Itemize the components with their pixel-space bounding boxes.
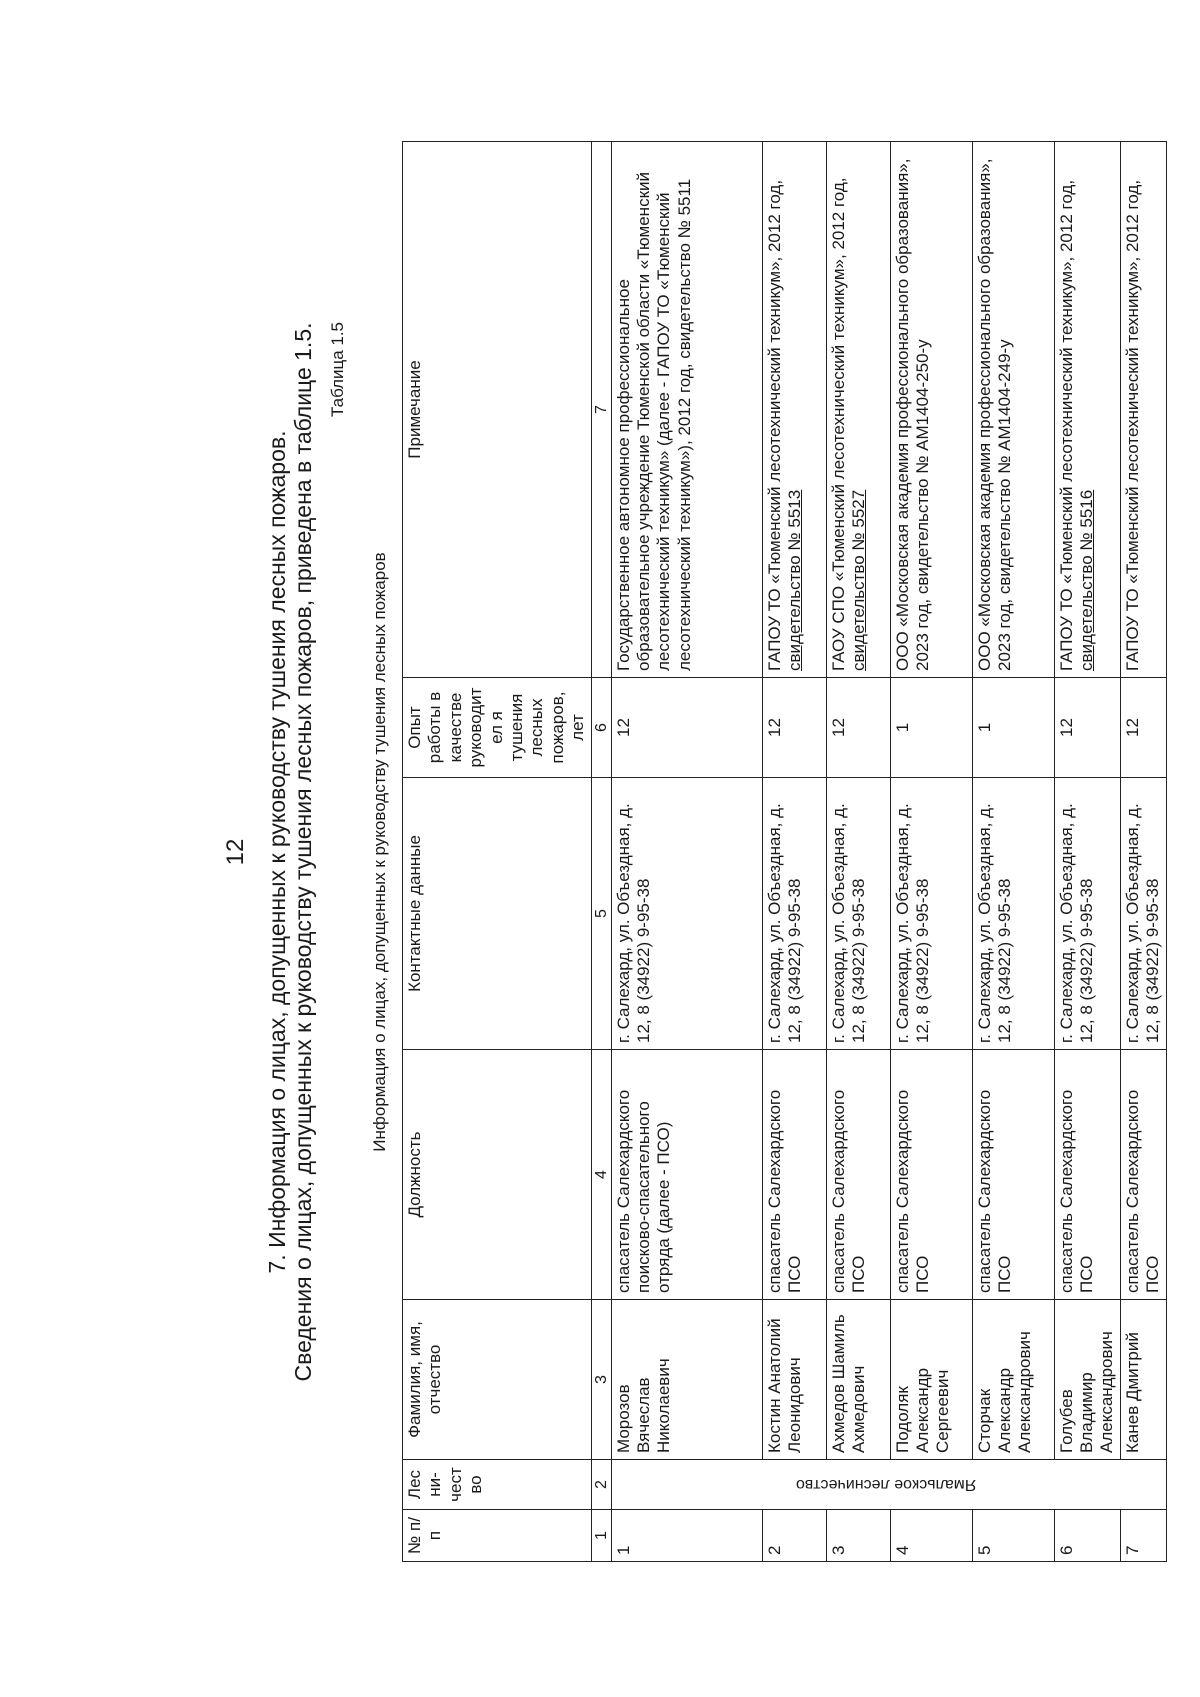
col-header-contacts: Контактные данные <box>403 778 592 1050</box>
row-experience: 12 <box>611 678 762 778</box>
column-number: 1 <box>591 1510 611 1562</box>
records-table <box>402 141 1167 1562</box>
table-row <box>890 142 972 1562</box>
row-experience: 1 <box>890 678 972 778</box>
row-num: 5 <box>972 1510 1054 1562</box>
col-header-num: № п/п <box>403 1510 592 1562</box>
row-position: спасатель Салехардского ПСО <box>1120 1050 1166 1300</box>
row-name: Морозов Вячеслав Николаевич <box>611 1300 762 1460</box>
table-row <box>1054 142 1120 1562</box>
table-label: Таблица 1.5 <box>328 321 347 417</box>
row-note: ООО «Московская академия профессионального образования», 2023 год, свидетельство № АМ1404-249-у <box>972 142 1054 678</box>
row-num: 2 <box>762 1510 826 1562</box>
row-name: Канев Дмитрий <box>1120 1300 1166 1460</box>
header-row <box>403 142 592 1562</box>
forestry-cell <box>611 1460 1166 1510</box>
col-header-forestry: Лесни-чество <box>403 1460 592 1510</box>
column-number: 5 <box>591 778 611 1050</box>
rotated-page <box>180 142 1163 1562</box>
row-name: Костин Анатолий Леонидович <box>762 1300 826 1460</box>
row-contacts: г. Салехард, ул. Объездная, д. 12, 8 (34922) 9-95-38 <box>611 778 762 1050</box>
row-num: 3 <box>826 1510 890 1562</box>
col-header-experience: Опыт работы в качестве руководител я тушения лесных пожаров, лет <box>403 678 592 778</box>
row-num: 7 <box>1120 1510 1166 1562</box>
table-row <box>826 142 890 1562</box>
row-position: спасатель Салехардского ПСО <box>890 1050 972 1300</box>
row-contacts: г. Салехард, ул. Объездная, д. 12, 8 (34922) 9-95-38 <box>762 778 826 1050</box>
row-experience: 12 <box>1054 678 1120 778</box>
row-experience: 1 <box>972 678 1054 778</box>
row-position: спасатель Салехардского ПСО <box>972 1050 1054 1300</box>
row-position: спасатель Салехардского поисково-спасательного отряда (далее - ПСО) <box>611 1050 762 1300</box>
note-text: ГАОУ СПО «Тюменский лесотехнический техникум», 2012 год, <box>828 177 848 671</box>
col-header-position: Должность <box>403 1050 592 1300</box>
row-contacts: г. Салехард, ул. Объездная, д. 12, 8 (34922) 9-95-38 <box>826 778 890 1050</box>
table-row <box>611 142 762 1562</box>
row-contacts: г. Салехард, ул. Объездная, д. 12, 8 (34922) 9-95-38 <box>1120 778 1166 1050</box>
certificate-number: свидетельство № 5527 <box>849 489 869 671</box>
row-name: Ахмедов Шамиль Ахмедович <box>826 1300 890 1460</box>
row-note: Государственное автономное профессиональное образовательное учреждение Тюменской области «Тюменский лесотехнический техникум» (далее - ГАПОУ ТО «Тюменский лесотехнический техникум»), 2012 год, свидетельство № 5511 <box>611 142 762 678</box>
row-note <box>826 142 890 678</box>
row-name: Подоляк Александр Сергеевич <box>890 1300 972 1460</box>
row-note <box>762 142 826 678</box>
row-note: ООО «Московская академия профессионального образования», 2023 год, свидетельство № АМ1404-250-у <box>890 142 972 678</box>
col-header-note: Примечание <box>403 142 592 678</box>
table-row <box>1120 142 1166 1562</box>
section-subheading: Сведения о лицах, допущенных к руководству тушения лесных пожаров, приведена в таблице 1.5. <box>290 322 316 1382</box>
note-text: ГАПОУ ТО «Тюменский лесотехнический техникум», 2012 год, <box>1056 179 1076 671</box>
row-note <box>1054 142 1120 678</box>
table-title: Информация о лицах, допущенных к руководству тушения лесных пожаров <box>370 552 389 1152</box>
row-experience: 12 <box>826 678 890 778</box>
column-number: 6 <box>591 678 611 778</box>
forestry-name: Ямальское лесничество <box>795 1476 977 1494</box>
row-contacts: г. Салехард, ул. Объездная, д. 12, 8 (34922) 9-95-38 <box>1054 778 1120 1050</box>
column-number: 4 <box>591 1050 611 1300</box>
col-header-name: Фамилия, имя, отчество <box>403 1300 592 1460</box>
column-number: 7 <box>591 142 611 678</box>
row-experience: 12 <box>1120 678 1166 778</box>
column-number: 3 <box>591 1300 611 1460</box>
section-heading: 7. Информация о лицах, допущенных к руководству тушения лесных пожаров. <box>264 430 290 1274</box>
table-row <box>762 142 826 1562</box>
table-row <box>972 142 1054 1562</box>
row-name: Сторчак Александр Александрович <box>972 1300 1054 1460</box>
page-number: 12 <box>222 838 249 866</box>
row-position: спасатель Салехардского ПСО <box>826 1050 890 1300</box>
row-contacts: г. Салехард, ул. Объездная, д. 12, 8 (34922) 9-95-38 <box>972 778 1054 1050</box>
certificate-number: свидетельство № 5516 <box>1077 489 1097 671</box>
row-num: 4 <box>890 1510 972 1562</box>
row-num: 6 <box>1054 1510 1120 1562</box>
row-contacts: г. Салехард, ул. Объездная, д. 12, 8 (34922) 9-95-38 <box>890 778 972 1050</box>
row-note: ГАПОУ ТО «Тюменский лесотехнический техникум», 2012 год, <box>1120 142 1166 678</box>
note-text: ГАПОУ ТО «Тюменский лесотехнический техникум», 2012 год, <box>764 179 784 671</box>
row-position: спасатель Салехардского ПСО <box>1054 1050 1120 1300</box>
certificate-number: свидетельство № 5513 <box>785 489 805 671</box>
column-number-row <box>591 142 611 1562</box>
column-number: 2 <box>591 1460 611 1510</box>
row-name: Голубев Владимир Александрович <box>1054 1300 1120 1460</box>
row-num: 1 <box>611 1510 762 1562</box>
row-experience: 12 <box>762 678 826 778</box>
row-position: спасатель Салехардского ПСО <box>762 1050 826 1300</box>
